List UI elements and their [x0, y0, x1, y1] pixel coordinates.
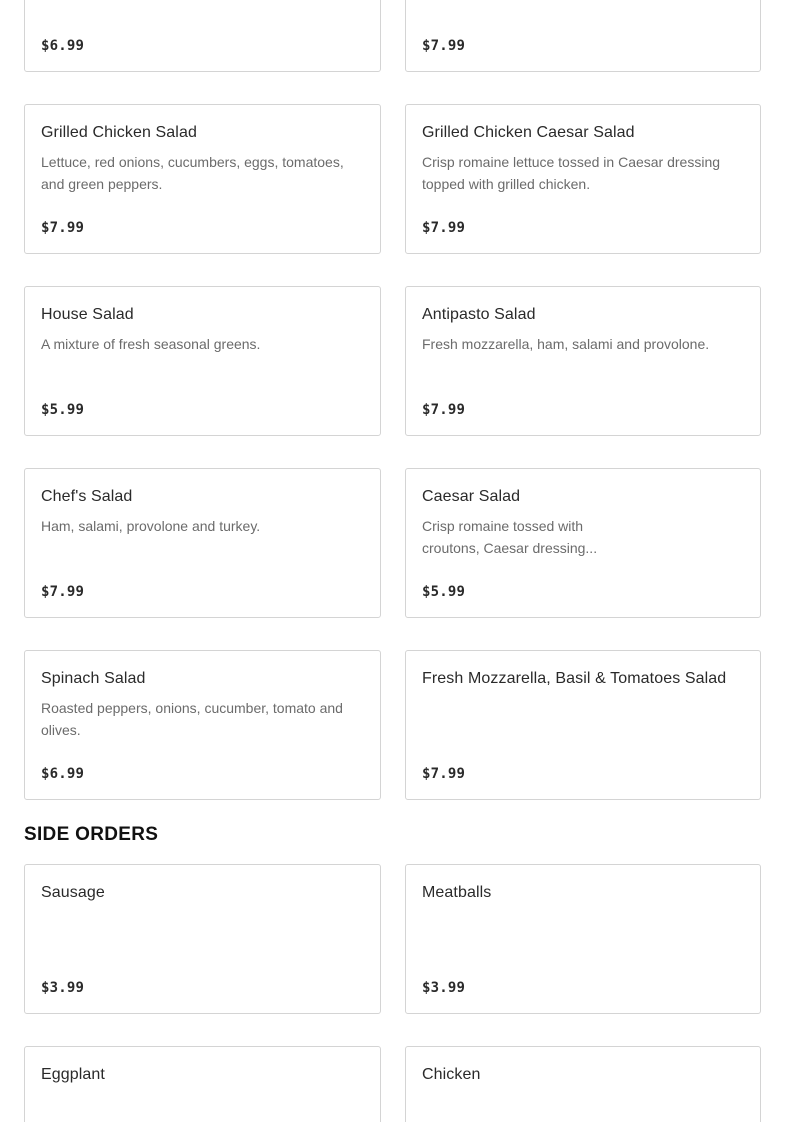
menu-item-spinach-salad[interactable] [24, 650, 381, 800]
menu-item-price: $5.99 [422, 584, 466, 600]
menu-item-price: $7.99 [422, 766, 466, 782]
menu-item-card[interactable] [24, 0, 381, 72]
menu-item-name: Sausage [41, 884, 105, 901]
menu-item-price: $7.99 [41, 584, 85, 600]
menu-item-meatballs[interactable] [405, 864, 761, 1014]
menu-item-description: Fresh mozzarella, ham, salami and provolone. [422, 336, 710, 352]
menu-item-description: Crisp romaine tossed with croutons, Caesar dressing... [422, 518, 598, 556]
menu-item-price: $7.99 [422, 402, 466, 418]
menu-item-price: $3.99 [422, 980, 466, 996]
menu-item-name: Eggplant [41, 1066, 105, 1083]
menu-item-grilled-chicken-caesar-salad[interactable] [405, 104, 761, 254]
menu-item-chefs-salad[interactable] [24, 468, 381, 618]
menu-item-fresh-mozzarella-basil-tomatoes-salad[interactable] [405, 650, 761, 800]
menu-item-description: Roasted peppers, onions, cucumber, tomato and olives. [41, 700, 343, 738]
menu-item-price: $3.99 [41, 980, 85, 996]
menu-item-sausage[interactable] [24, 864, 381, 1014]
menu-item-price: $5.99 [41, 402, 85, 418]
menu-item-price: $7.99 [422, 220, 466, 236]
menu-item-price: $7.99 [422, 38, 466, 54]
menu-item-caesar-salad[interactable] [405, 468, 761, 618]
menu-item-price: $6.99 [41, 38, 85, 54]
menu-item-name: Chicken [422, 1066, 481, 1083]
menu-item-price: $6.99 [41, 766, 85, 782]
menu-item-name: Caesar Salad [422, 488, 521, 505]
menu-item-description: Lettuce, red onions, cucumbers, eggs, tomatoes, and green peppers. [41, 154, 344, 192]
menu-item-grilled-chicken-salad[interactable] [24, 104, 381, 254]
menu-item-name: Fresh Mozzarella, Basil & Tomatoes Salad [422, 670, 727, 687]
menu-item-name: House Salad [41, 306, 134, 323]
menu-item-name: Grilled Chicken Salad [41, 124, 197, 141]
menu-item-description: Crisp romaine lettuce tossed in Caesar dressing topped with grilled chicken. [422, 154, 721, 192]
menu-item-name: Meatballs [422, 884, 492, 901]
menu-item-description: A mixture of fresh seasonal greens. [41, 336, 261, 352]
menu-item-name: Antipasto Salad [422, 306, 536, 323]
section-heading-side-orders: SIDE ORDERS [24, 824, 159, 845]
menu-item-eggplant[interactable] [24, 1046, 381, 1122]
menu-item-name: Spinach Salad [41, 670, 146, 687]
menu-item-chicken[interactable] [405, 1046, 761, 1122]
menu-item-name: Grilled Chicken Caesar Salad [422, 124, 635, 141]
menu-item-price: $7.99 [41, 220, 85, 236]
menu-item-antipasto-salad[interactable] [405, 286, 761, 436]
menu-item-name: Chef's Salad [41, 488, 133, 505]
menu-item-house-salad[interactable] [24, 286, 381, 436]
menu-item-description: Ham, salami, provolone and turkey. [41, 518, 261, 534]
menu-item-card[interactable] [405, 0, 761, 72]
